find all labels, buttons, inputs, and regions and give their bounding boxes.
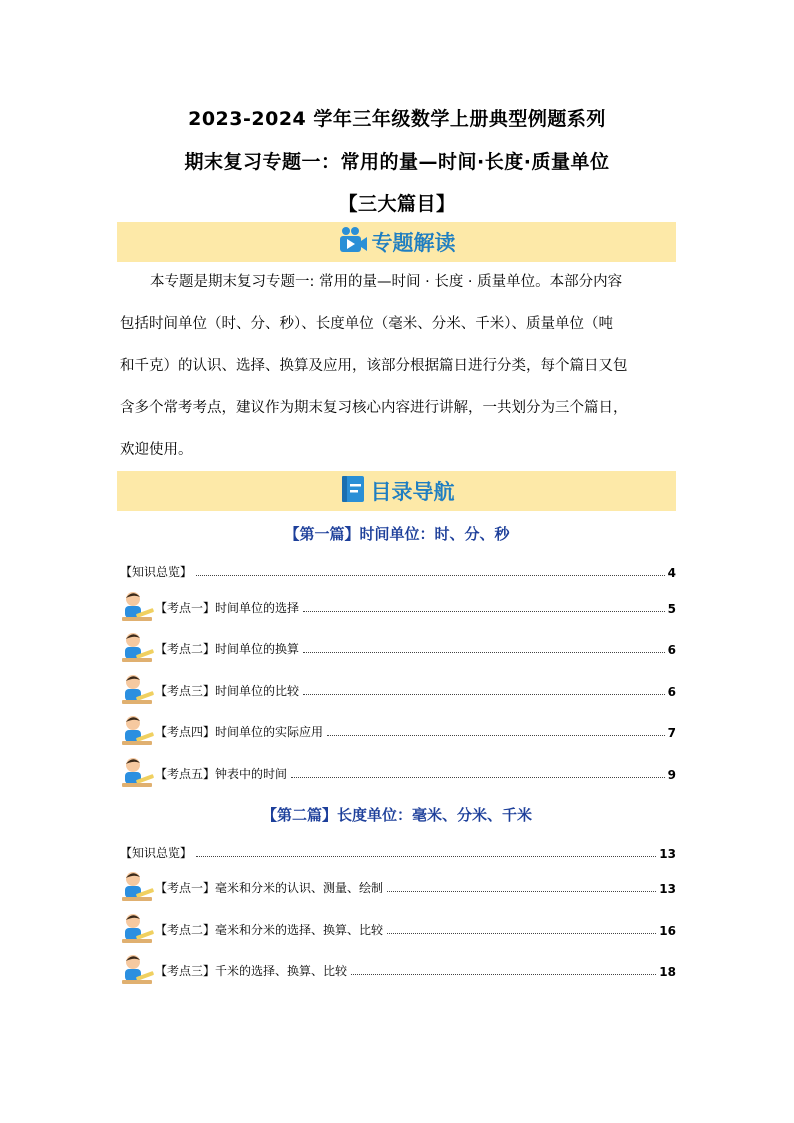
toc-entry[interactable] [155,635,676,657]
toc-leader [387,891,656,892]
intro-line: 含多个常考考点，建议作为期末复习核心内容进行讲解，一共划分为三个篇日， [120,400,628,416]
toc-section-heading [0,523,794,544]
toc-page-number: 9 [667,768,676,782]
student-avatar-icon [120,713,156,747]
intro-line: 包括时间单位（时、分、秒）、长度单位（毫米、分米、千米）、质量单位（吨 [120,316,613,332]
student-avatar-icon [120,952,156,986]
toc-entry-overview[interactable] [120,839,676,861]
toc-banner [117,471,676,511]
toc-entry-label: 【考点三】时间单位的比较 [155,684,300,698]
intro-line: 欢迎使用。 [120,442,193,458]
toc-page-number: 18 [659,965,676,979]
toc-entry-label: 【考点一】毫米和分米的认识、测量、绘制 [155,881,384,895]
section-title: 长度单位：毫米、分米、千米 [337,806,533,824]
toc-page-number: 6 [667,685,676,699]
toc-leader [303,611,665,612]
section-title: 时间单位：时、分、秒 [359,525,510,543]
toc-banner-label: 目录导航 [370,480,455,504]
toc-entry[interactable] [155,594,676,616]
toc-entry-label: 【考点四】时间单位的实际应用 [155,725,324,739]
student-avatar-icon [120,672,156,706]
toc-page-number: 6 [667,643,676,657]
book-icon [339,474,367,508]
doc-title-line1: 2023-2024 学年三年级数学上册典型例题系列 [188,108,606,130]
toc-entry[interactable] [155,916,676,938]
toc-entry-label: 【知识总览】 [120,565,193,579]
toc-entry[interactable] [155,760,676,782]
toc-leader [196,575,665,576]
toc-leader [327,735,665,736]
doc-title-line3: 【三大篇目】 [338,193,456,215]
toc-entry-label: 【考点二】毫米和分米的选择、换算、比较 [155,923,384,937]
student-avatar-icon [120,630,156,664]
doc-title-line2: 期末复习专题一：常用的量—时间·长度·质量单位 [184,151,610,173]
toc-page-number: 16 [659,924,676,938]
toc-leader [351,974,656,975]
section-bracket: 【第一篇】 [284,525,360,543]
toc-section-heading [0,804,794,825]
video-camera-icon [338,226,368,258]
toc-page-number: 5 [667,602,676,616]
student-avatar-icon [120,589,156,623]
toc-entry[interactable] [155,718,676,740]
toc-page-number: 7 [667,726,676,740]
toc-entry-label: 【考点一】时间单位的选择 [155,601,300,615]
intro-banner [117,222,676,262]
toc-page-number: 4 [667,566,676,580]
toc-leader [303,652,665,653]
toc-entry[interactable] [155,874,676,896]
toc-page-number: 13 [659,882,676,896]
intro-line: 和千克）的认识、选择、换算及应用，该部分根据篇日进行分类，每个篇日又包 [120,358,628,374]
toc-entry-label: 【考点二】时间单位的换算 [155,642,300,656]
toc-entry-label: 【知识总览】 [120,846,193,860]
intro-banner-label: 专题解读 [371,231,456,255]
toc-entry-label: 【考点五】钟表中的时间 [155,767,288,781]
toc-entry-label: 【考点三】千米的选择、换算、比较 [155,964,348,978]
toc-leader [291,777,665,778]
toc-entry-overview[interactable] [120,558,676,580]
toc-leader [196,856,656,857]
toc-page-number: 13 [659,847,676,861]
toc-entry[interactable] [155,677,676,699]
toc-entry[interactable] [155,957,676,979]
toc-leader [387,933,656,934]
student-avatar-icon [120,869,156,903]
intro-line: 本专题是期末复习专题一: 常用的量—时间 · 长度 · 质量单位。本部分内容 [150,274,623,290]
student-avatar-icon [120,911,156,945]
student-avatar-icon [120,755,156,789]
section-bracket: 【第二篇】 [261,806,337,824]
toc-leader [303,694,665,695]
